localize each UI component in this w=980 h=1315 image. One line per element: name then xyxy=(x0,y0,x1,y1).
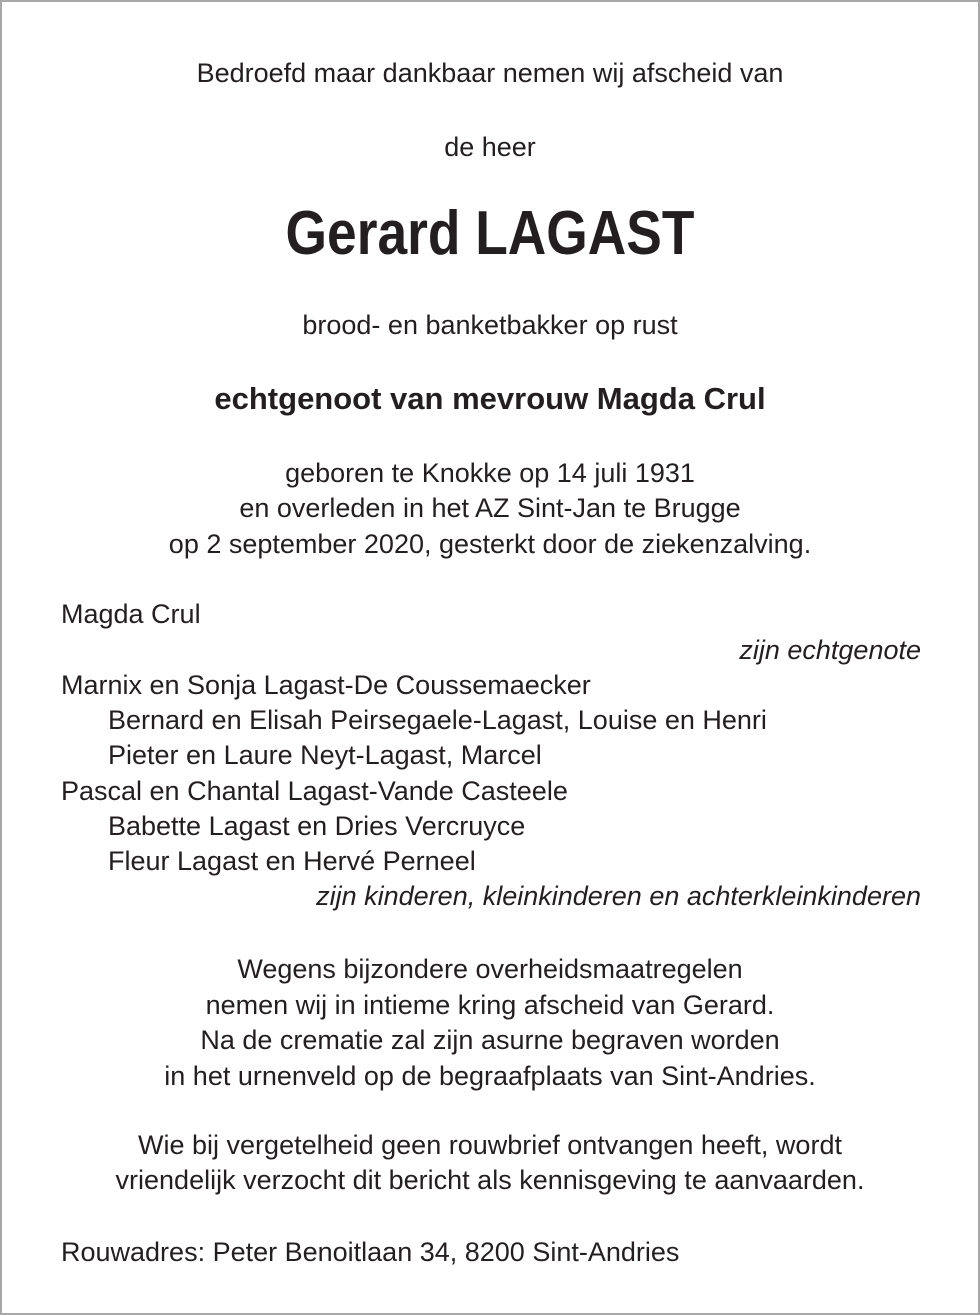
notice-line: in het urnenveld op de begraafplaats van Sint-Andries. xyxy=(164,1061,816,1091)
death-place-line: en overleden in het AZ Sint-Jan te Brugge xyxy=(239,493,741,523)
intro-line: Bedroefd maar dankbaar nemen wij afscheid van xyxy=(196,58,784,88)
notice-line: Na de crematie zal zijn asurne begraven worden xyxy=(200,1025,780,1055)
mourning-address: Rouwadres: Peter Benoitlaan 34, 8200 Sint-Andries xyxy=(61,1237,680,1267)
family-member: Pascal en Chantal Lagast-Vande Casteele xyxy=(61,776,568,806)
family-members-role: zijn kinderen, kleinkinderen en achterkleinkinderen xyxy=(316,881,921,911)
family-spouse-role: zijn echtgenote xyxy=(739,635,921,665)
family-member: Bernard en Elisah Peirsegaele-Lagast, Louise en Henri xyxy=(108,705,767,735)
birth-line: geboren te Knokke op 14 juli 1931 xyxy=(285,458,695,488)
family-member: Marnix en Sonja Lagast-De Coussemaecker xyxy=(61,670,591,700)
family-member: Pieter en Laure Neyt-Lagast, Marcel xyxy=(108,740,542,770)
notice-line: nemen wij in intieme kring afscheid van Gerard. xyxy=(205,990,775,1020)
notice-line: Wegens bijzondere overheidsmaatregelen xyxy=(237,954,743,984)
deceased-name: Gerard LAGAST xyxy=(285,199,695,268)
death-date-line: op 2 september 2020, gesterkt door de ziekenzalving. xyxy=(168,529,812,559)
family-member: Fleur Lagast en Hervé Perneel xyxy=(108,846,476,876)
spouse-line: echtgenoot van mevrouw Magda Crul xyxy=(214,381,766,416)
family-spouse: Magda Crul xyxy=(61,599,201,629)
request-line: vriendelijk verzocht dit bericht als kennisgeving te aanvaarden. xyxy=(115,1165,865,1195)
family-member: Babette Lagast en Dries Vercruyce xyxy=(108,811,526,841)
title-prefix: de heer xyxy=(444,132,536,162)
occupation: brood- en banketbakker op rust xyxy=(302,310,678,340)
request-line: Wie bij vergetelheid geen rouwbrief ontvangen heeft, wordt xyxy=(138,1130,842,1160)
